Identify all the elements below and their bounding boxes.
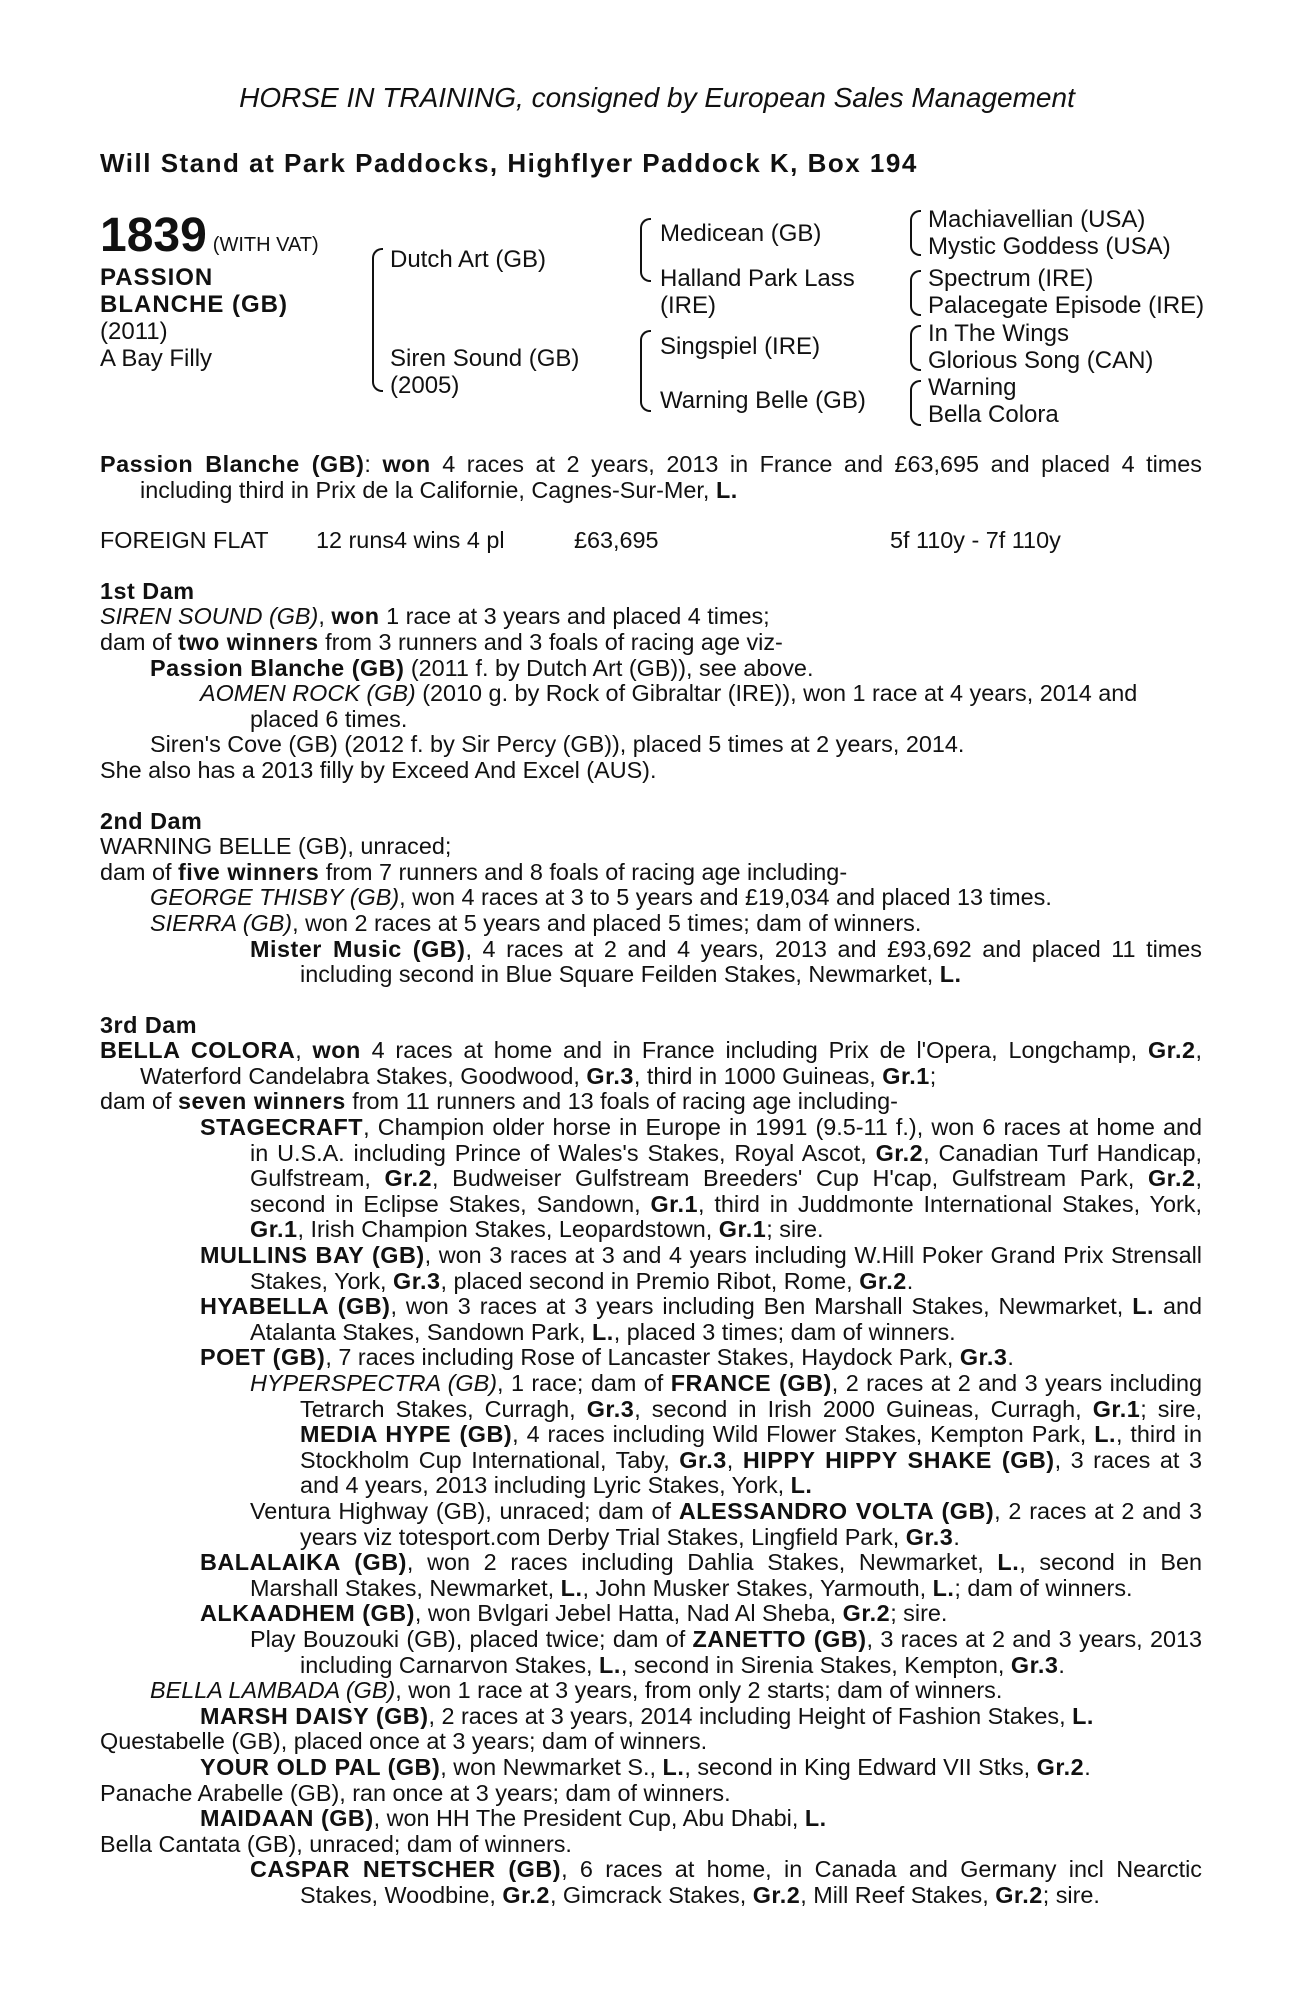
grand-offspring-item: POET (GB), 7 races including Rose of Lancaster Stakes, Haydock Park, Gr.3. (200, 1344, 1014, 1371)
offspring-item: STAGECRAFT, Champion older horse in Europe in 1991 (9.5-11 f.), won 6 races at home and in U.S.A. including Prince of Wales's Stakes, Royal Ascot, Gr.2, Canadian Turf Handicap, Gulfstream, Gr.2, Budweiser Gulfstream Breeders' Cup H'cap, Gulfstream Park, Gr.2, second in Eclipse Stakes, Sandown, Gr.1, third in Juddmonte International Stakes, York, Gr.1, Irish Champion Stakes, Leopardstown, Gr.1; sire. (200, 1114, 1202, 1243)
horse-year: (2011) (100, 318, 168, 345)
bracket-g1 (910, 210, 921, 256)
first-dam-produce: dam of two winners from 3 runners and 3 foals of racing age viz- (100, 628, 783, 655)
lot-block (100, 208, 350, 372)
horse-description: A Bay Filly (100, 345, 213, 372)
bracket-sire-dam (372, 248, 383, 392)
offspring-item: HYABELLA (GB), won 3 races at 3 years including Ben Marshall Stakes, Newmarket, L. and Atalanta Stakes, Sandown Park, L., placed 3 times; dam of winners. (200, 1293, 1203, 1345)
lot-number: 1839 (100, 209, 207, 262)
third-dam-heading: 3rd Dam (100, 1011, 198, 1038)
pedigree-sds: Spectrum (IRE) (928, 265, 1094, 292)
offspring-item: BALALAIKA (GB), won 2 races including Dahlia Stakes, Newmarket, L., second in Ben Marshall Stakes, Newmarket, L., John Musker Stakes, Yarmouth, L.; dam of winners. (200, 1549, 1202, 1601)
pedigree-sire-sire: Medicean (GB) (660, 220, 822, 247)
grand-offspring-item: CASPAR NETSCHER (GB), 6 races at home, in Canada and Germany incl Nearctic Stakes, Woodbine, Gr.2, Gimcrack Stakes, Gr.2, Mill Reef Stakes, Gr.2; sire. (250, 1856, 1202, 1908)
horse-name-line1: PASSION (100, 264, 214, 291)
grand-offspring-item: ALKAADHEM (GB), won Bvlgari Jebel Hatta, Nad Al Sheba, Gr.2; sire. (200, 1600, 948, 1627)
first-dam-line: SIREN SOUND (GB), won 1 race at 3 years and placed 4 times; (100, 603, 770, 630)
offspring-item: Passion Blanche (GB) (2011 f. by Dutch Art (GB)), see above. (150, 654, 814, 681)
catalogue-body (100, 452, 1202, 1908)
offspring-item: Questabelle (GB), placed once at 3 years; dam of winners. (100, 1728, 708, 1755)
grand-offspring-item: YOUR OLD PAL (GB), won Newmarket S., L., second in King Edward VII Stks, Gr.2. (200, 1753, 1091, 1780)
summary-horse-name: Passion Blanche (GB) (100, 451, 365, 477)
grand-offspring-item: MAIDAAN (GB), won HH The President Cup, Abu Dhabi, L. (200, 1805, 827, 1832)
third-dam-line: BELLA COLORA, won 4 races at home and in France including Prix de l'Opera, Longchamp, Gr.2, Waterford Candelabra Stakes, Goodwood, Gr.3, third in 1000 Guineas, Gr.1; (100, 1037, 1202, 1089)
offspring-item: Mister Music (GB), 4 races at 2 and 4 years, 2013 and £93,692 and placed 11 times including second in Blue Square Feilden Stakes, Newmarket, L. (250, 935, 1202, 988)
pedigree-dam-dam: Warning Belle (GB) (660, 387, 866, 414)
offspring-item: Panache Arabelle (GB), ran once at 3 years; dam of winners. (100, 1779, 731, 1806)
pedigree-ddd: Bella Colora (928, 401, 1059, 428)
offspring-item: AOMEN ROCK (GB) (2010 g. by Rock of Gibraltar (IRE)), won 1 race at 4 years, 2014 and placed 6 times. (200, 680, 1138, 732)
grand-offspring-item: Ventura Highway (GB), unraced; dam of ALESSANDRO VOLTA (GB), 2 races at 2 and 3 years viz totesport.com Derby Trial Stakes, Lingfield Park, Gr.3. (250, 1497, 1202, 1550)
pedigree-sdd: Palacegate Episode (IRE) (928, 292, 1205, 319)
offspring-item: Siren's Cove (GB) (2012 f. by Sir Percy (GB)), placed 5 times at 2 years, 2014. (150, 731, 965, 758)
form-earnings: £63,695 (574, 527, 659, 554)
first-dam-heading: 1st Dam (100, 577, 195, 604)
bracket-g2 (910, 270, 921, 316)
stand-location: Will Stand at Park Paddocks, Highflyer Paddock K, Box 194 (100, 148, 918, 178)
bracket-sire-parents (640, 218, 651, 282)
bracket-dam-parents (640, 330, 651, 412)
vat-note: (WITH VAT) (212, 234, 319, 256)
second-dam-line: WARNING BELLE (GB), unraced; (100, 833, 452, 860)
third-dam-produce: dam of seven winners from 11 runners and 13 foals of racing age including- (100, 1088, 898, 1115)
horse-name-line2: BLANCHE (GB) (100, 291, 288, 318)
pedigree-sire: Dutch Art (GB) (390, 246, 547, 273)
grand-offspring-item: Play Bouzouki (GB), placed twice; dam of ZANETTO (GB), 3 races at 2 and 3 years, 2013 including Carnarvon Stakes, L., second in Sirenia Stakes, Kempton, Gr.3. (250, 1625, 1202, 1678)
page-header: HORSE IN TRAINING, consigned by European Sales Management (239, 82, 1075, 113)
offspring-note: She also has a 2013 filly by Exceed And Excel (AUS). (100, 756, 657, 783)
pedigree-dam: Siren Sound (GB) (390, 345, 580, 372)
pedigree-dam-sire: Singspiel (IRE) (660, 333, 821, 360)
pedigree-ssd: Mystic Goddess (USA) (928, 233, 1171, 260)
second-dam-heading: 2nd Dam (100, 807, 203, 834)
pedigree-dsd: Glorious Song (CAN) (928, 347, 1154, 374)
bracket-g4 (910, 380, 921, 426)
pedigree-dam-year: (2005) (390, 372, 460, 399)
grand-offspring-item: HYPERSPECTRA (GB), 1 race; dam of FRANCE (GB), 2 races at 2 and 3 years including Tetrarch Stakes, Curragh, Gr.3, second in Irish 2000 Guineas, Curragh, Gr.1; sire, MEDIA HYPE (GB), 4 races including Wild Flower Stakes, Kempton Park, L., third in Stockholm Cup International, Taby, Gr.3, HIPPY HIPPY SHAKE (GB), 3 races at 3 and 4 years, 2013 including Lyric Stakes, York, L. (250, 1370, 1203, 1499)
second-dam-produce: dam of five winners from 7 runners and 8 foals of racing age including- (100, 858, 848, 885)
pedigree-sire-dam: Halland Park Lass (660, 265, 855, 292)
form-line (100, 528, 1202, 554)
bracket-g3 (910, 325, 921, 371)
offspring-item: Bella Cantata (GB), unraced; dam of winners. (100, 1830, 572, 1857)
pedigree-sire-dam-country: (IRE) (660, 292, 716, 319)
grand-offspring-item: MARSH DAISY (GB), 2 races at 3 years, 2014 including Height of Fashion Stakes, L. (200, 1702, 1094, 1729)
offspring-item: SIERRA (GB), won 2 races at 5 years and placed 5 times; dam of winners. (150, 909, 922, 936)
racing-summary: Passion Blanche (GB): won 4 races at 2 years, 2013 in France and £63,695 and placed 4 times including third in Prix de la Californie, Cagnes-Sur-Mer, L. (100, 451, 1202, 503)
offspring-item: MULLINS BAY (GB), won 3 races at 3 and 4 years including W.Hill Poker Grand Prix Strensall Stakes, York, Gr.3, placed second in Premio Ribot, Rome, Gr.2. (200, 1242, 1202, 1294)
pedigree-dds: Warning (928, 374, 1017, 401)
form-label: FOREIGN FLAT (100, 527, 269, 554)
form-distance: 5f 110y - 7f 110y (890, 527, 1061, 554)
pedigree-dss: In The Wings (928, 320, 1069, 347)
pedigree-sss: Machiavellian (USA) (928, 206, 1146, 233)
offspring-item: GEORGE THISBY (GB), won 4 races at 3 to 5 years and £19,034 and placed 13 times. (150, 884, 1052, 911)
form-runs: 12 runs4 wins 4 pl (316, 527, 505, 554)
offspring-item: BELLA LAMBADA (GB), won 1 race at 3 years, from only 2 starts; dam of winners. (150, 1677, 1003, 1704)
